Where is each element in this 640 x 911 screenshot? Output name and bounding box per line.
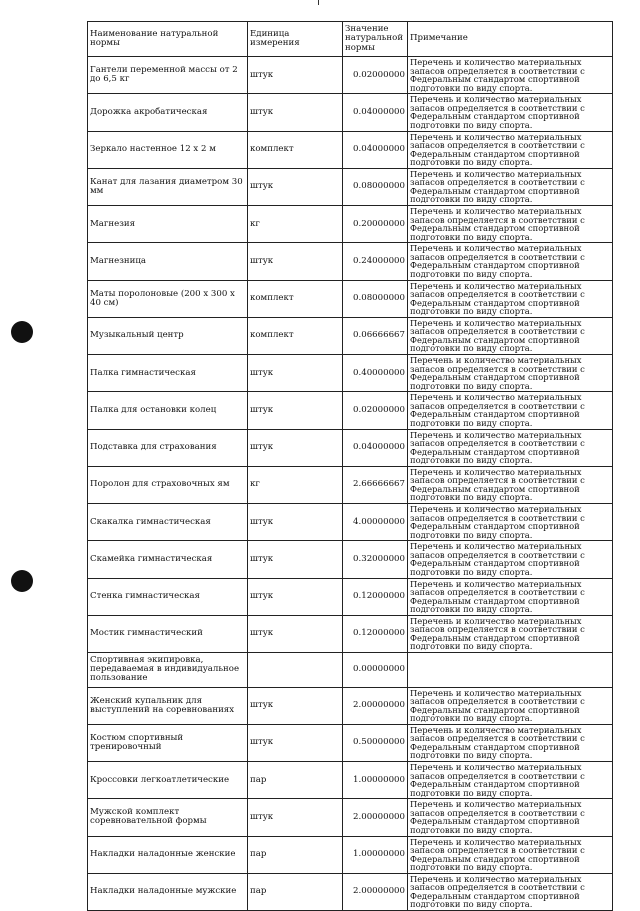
row-name: Костюм спортивный тренировочный <box>88 724 248 761</box>
table-row <box>88 355 613 392</box>
row-value: 0.32000000 <box>343 541 408 578</box>
table-row <box>88 504 613 541</box>
table-row <box>88 429 613 466</box>
row-name: Палка для остановки колец <box>88 392 248 429</box>
row-note <box>408 653 613 688</box>
row-note: Перечень и количество материальных запасов определяется в соответствии с Федеральным стандартом спортивной подготовки по виду спорта. <box>408 243 613 280</box>
row-unit: штук <box>248 541 343 578</box>
row-note: Перечень и количество материальных запасов определяется в соответствии с Федеральным стандартом спортивной подготовки по виду спорта. <box>408 615 613 652</box>
table-row <box>88 392 613 429</box>
norms-table <box>87 21 613 911</box>
row-value: 0.12000000 <box>343 615 408 652</box>
row-unit: штук <box>248 429 343 466</box>
punch-hole <box>11 321 33 343</box>
table-row <box>88 168 613 205</box>
row-unit: пар <box>248 762 343 799</box>
row-unit: штук <box>248 724 343 761</box>
row-unit: штук <box>248 687 343 724</box>
row-name: Подставка для страхования <box>88 429 248 466</box>
row-name: Мужской комплект соревновательной формы <box>88 799 248 836</box>
row-note: Перечень и количество материальных запасов определяется в соответствии с Федеральным стандартом спортивной подготовки по виду спорта. <box>408 168 613 205</box>
row-note: Перечень и количество материальных запасов определяется в соответствии с Федеральным стандартом спортивной подготовки по виду спорта. <box>408 280 613 317</box>
row-name: Накладки наладонные мужские <box>88 873 248 910</box>
row-value: 0.02000000 <box>343 392 408 429</box>
row-note: Перечень и количество материальных запасов определяется в соответствии с Федеральным стандартом спортивной подготовки по виду спорта. <box>408 466 613 503</box>
table-body <box>88 57 613 911</box>
row-unit: штук <box>248 392 343 429</box>
row-name: Магнезница <box>88 243 248 280</box>
row-unit: штук <box>248 799 343 836</box>
row-value: 2.66666667 <box>343 466 408 503</box>
row-unit: пар <box>248 873 343 910</box>
row-note: Перечень и количество материальных запасов определяется в соответствии с Федеральным стандартом спортивной подготовки по виду спорта. <box>408 541 613 578</box>
row-value: 0.00000000 <box>343 653 408 688</box>
row-note: Перечень и количество материальных запасов определяется в соответствии с Федеральным стандартом спортивной подготовки по виду спорта. <box>408 799 613 836</box>
row-unit: пар <box>248 836 343 873</box>
row-note: Перечень и количество материальных запасов определяется в соответствии с Федеральным стандартом спортивной подготовки по виду спорта. <box>408 873 613 910</box>
table-row <box>88 653 613 688</box>
row-unit: кг <box>248 466 343 503</box>
row-name: Музыкальный центр <box>88 317 248 354</box>
row-unit: комплект <box>248 317 343 354</box>
row-note: Перечень и количество материальных запасов определяется в соответствии с Федеральным стандартом спортивной подготовки по виду спорта. <box>408 687 613 724</box>
row-value: 1.00000000 <box>343 762 408 799</box>
row-name: Зеркало настенное 12 х 2 м <box>88 131 248 168</box>
row-name: Гантели переменной массы от 2 до 6,5 кг <box>88 57 248 94</box>
table-header-row <box>88 22 613 57</box>
row-name: Женский купальник для выступлений на соревнованиях <box>88 687 248 724</box>
row-unit: штук <box>248 57 343 94</box>
row-value: 0.50000000 <box>343 724 408 761</box>
row-unit: штук <box>248 504 343 541</box>
row-name: Канат для лазания диаметром 30 мм <box>88 168 248 205</box>
row-note: Перечень и количество материальных запасов определяется в соответствии с Федеральным стандартом спортивной подготовки по виду спорта. <box>408 836 613 873</box>
row-note: Перечень и количество материальных запасов определяется в соответствии с Федеральным стандартом спортивной подготовки по виду спорта. <box>408 94 613 131</box>
row-value: 0.04000000 <box>343 94 408 131</box>
row-value: 1.00000000 <box>343 836 408 873</box>
row-note: Перечень и количество материальных запасов определяется в соответствии с Федеральным стандартом спортивной подготовки по виду спорта. <box>408 355 613 392</box>
table-row <box>88 280 613 317</box>
row-unit: штук <box>248 615 343 652</box>
row-unit: штук <box>248 578 343 615</box>
row-unit: штук <box>248 94 343 131</box>
row-value: 2.00000000 <box>343 687 408 724</box>
table-row <box>88 615 613 652</box>
table-row <box>88 578 613 615</box>
row-unit: штук <box>248 168 343 205</box>
row-unit: штук <box>248 355 343 392</box>
row-value: 0.24000000 <box>343 243 408 280</box>
table-row <box>88 317 613 354</box>
row-value: 2.00000000 <box>343 873 408 910</box>
row-name: Палка гимнастическая <box>88 355 248 392</box>
row-value: 0.40000000 <box>343 355 408 392</box>
row-value: 0.02000000 <box>343 57 408 94</box>
row-note: Перечень и количество материальных запасов определяется в соответствии с Федеральным стандартом спортивной подготовки по виду спорта. <box>408 392 613 429</box>
row-name: Поролон для страховочных ям <box>88 466 248 503</box>
table-row <box>88 836 613 873</box>
punch-hole <box>11 570 33 592</box>
row-name: Скамейка гимнастическая <box>88 541 248 578</box>
table-row <box>88 724 613 761</box>
row-unit: штук <box>248 243 343 280</box>
header-value: Значение натуральной нормы <box>343 22 408 57</box>
row-name: Накладки наладонные женские <box>88 836 248 873</box>
row-unit <box>248 653 343 688</box>
scan-mark <box>318 0 319 5</box>
row-name: Магнезия <box>88 206 248 243</box>
row-unit: кг <box>248 206 343 243</box>
table-row <box>88 687 613 724</box>
row-unit: комплект <box>248 131 343 168</box>
header-name: Наименование натуральной нормы <box>88 22 248 57</box>
row-name: Дорожка акробатическая <box>88 94 248 131</box>
row-name: Кроссовки легкоатлетические <box>88 762 248 799</box>
table-row <box>88 57 613 94</box>
row-value: 0.08000000 <box>343 280 408 317</box>
table-row <box>88 94 613 131</box>
header-note: Примечание <box>408 22 613 57</box>
table-row <box>88 243 613 280</box>
table-row <box>88 799 613 836</box>
row-value: 0.08000000 <box>343 168 408 205</box>
row-note: Перечень и количество материальных запасов определяется в соответствии с Федеральным стандартом спортивной подготовки по виду спорта. <box>408 57 613 94</box>
row-note: Перечень и количество материальных запасов определяется в соответствии с Федеральным стандартом спортивной подготовки по виду спорта. <box>408 724 613 761</box>
row-name: Мостик гимнастический <box>88 615 248 652</box>
row-note: Перечень и количество материальных запасов определяется в соответствии с Федеральным стандартом спортивной подготовки по виду спорта. <box>408 206 613 243</box>
row-value: 0.04000000 <box>343 429 408 466</box>
row-note: Перечень и количество материальных запасов определяется в соответствии с Федеральным стандартом спортивной подготовки по виду спорта. <box>408 317 613 354</box>
header-unit: Единица измерения <box>248 22 343 57</box>
row-value: 0.04000000 <box>343 131 408 168</box>
row-value: 0.12000000 <box>343 578 408 615</box>
table-row <box>88 762 613 799</box>
row-value: 0.06666667 <box>343 317 408 354</box>
table-row <box>88 541 613 578</box>
row-note: Перечень и количество материальных запасов определяется в соответствии с Федеральным стандартом спортивной подготовки по виду спорта. <box>408 131 613 168</box>
row-unit: комплект <box>248 280 343 317</box>
row-value: 0.20000000 <box>343 206 408 243</box>
row-name: Маты поролоновые (200 х 300 х 40 см) <box>88 280 248 317</box>
row-note: Перечень и количество материальных запасов определяется в соответствии с Федеральным стандартом спортивной подготовки по виду спорта. <box>408 429 613 466</box>
row-name: Скакалка гимнастическая <box>88 504 248 541</box>
table-row <box>88 131 613 168</box>
row-note: Перечень и количество материальных запасов определяется в соответствии с Федеральным стандартом спортивной подготовки по виду спорта. <box>408 504 613 541</box>
row-note: Перечень и количество материальных запасов определяется в соответствии с Федеральным стандартом спортивной подготовки по виду спорта. <box>408 578 613 615</box>
row-value: 2.00000000 <box>343 799 408 836</box>
row-name: Стенка гимнастическая <box>88 578 248 615</box>
table-row <box>88 206 613 243</box>
row-value: 4.00000000 <box>343 504 408 541</box>
table-row <box>88 466 613 503</box>
row-note: Перечень и количество материальных запасов определяется в соответствии с Федеральным стандартом спортивной подготовки по виду спорта. <box>408 762 613 799</box>
row-name: Спортивная экипировка, передаваемая в индивидуальное пользование <box>88 653 248 688</box>
